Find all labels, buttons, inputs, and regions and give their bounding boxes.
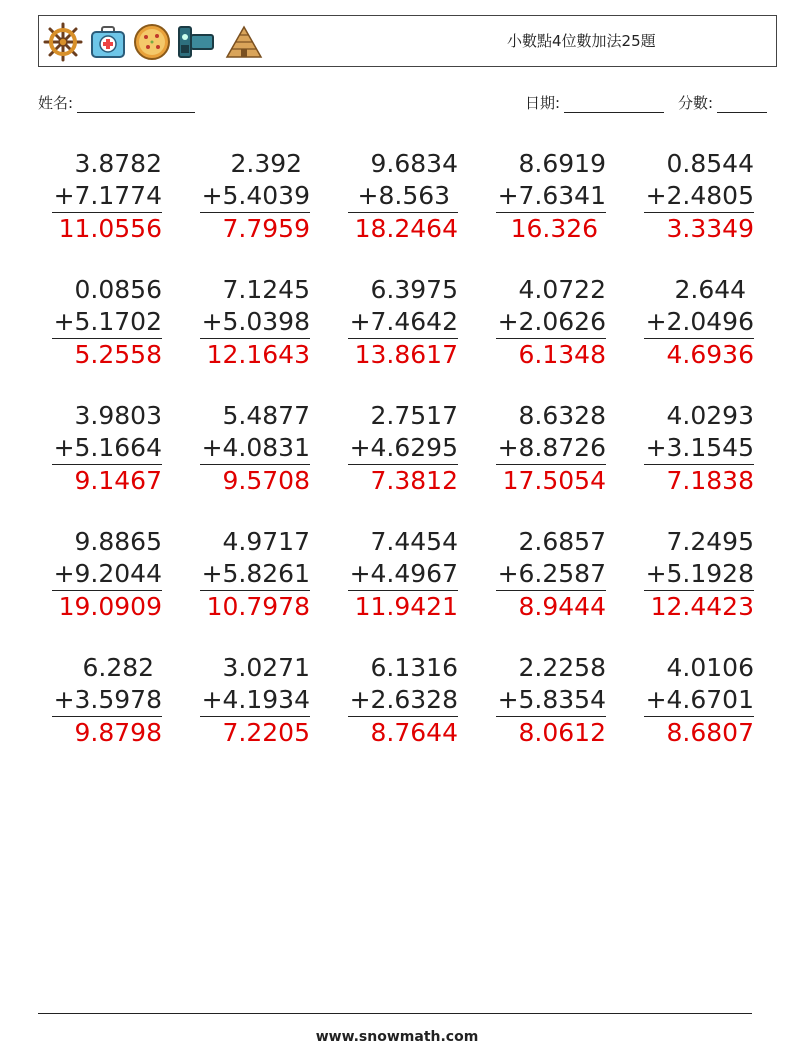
second-addend: +4.0831: [200, 432, 310, 465]
first-addend: 8.6919: [518, 149, 606, 178]
problem-2: [200, 148, 310, 245]
problem-4: [496, 148, 606, 245]
second-addend: +2.0626: [496, 306, 606, 339]
first-addend: 3.9803: [74, 401, 162, 430]
name-field[interactable]: [38, 92, 195, 113]
second-addend: +7.4642: [348, 306, 458, 339]
second-addend: +2.0496: [644, 306, 754, 339]
problem-1: [52, 148, 162, 245]
answer[interactable]: 16.326: [510, 214, 606, 243]
answer[interactable]: 5.2558: [74, 340, 162, 369]
second-addend: +4.6701: [644, 684, 754, 717]
footer-divider: [38, 1013, 752, 1014]
second-addend: +5.1928: [644, 558, 754, 591]
second-addend: +3.5978: [52, 684, 162, 717]
second-addend: +8.8726: [496, 432, 606, 465]
first-addend: 2.644: [674, 275, 754, 304]
first-addend: 4.0722: [518, 275, 606, 304]
answer[interactable]: 7.7959: [222, 214, 310, 243]
problem-14: [496, 400, 606, 497]
second-addend: +6.2587: [496, 558, 606, 591]
problem-18: [348, 526, 458, 623]
problem-13: [348, 400, 458, 497]
date-blank[interactable]: [564, 96, 664, 113]
problem-25: [644, 652, 754, 749]
problem-19: [496, 526, 606, 623]
problem-17: [200, 526, 310, 623]
answer[interactable]: 7.3812: [370, 466, 458, 495]
first-addend: 7.1245: [222, 275, 310, 304]
second-addend: +5.4039: [200, 180, 310, 213]
score-label: 分數:: [678, 94, 714, 112]
first-addend: 2.6857: [518, 527, 606, 556]
problem-5: [644, 148, 754, 245]
problem-16: [52, 526, 162, 623]
answer[interactable]: 10.7978: [206, 592, 310, 621]
problem-8: [348, 274, 458, 371]
problem-3: [348, 148, 458, 245]
first-addend: 2.392: [230, 149, 310, 178]
second-addend: +7.1774: [52, 180, 162, 213]
second-addend: +4.6295: [348, 432, 458, 465]
problem-9: [496, 274, 606, 371]
ship-wheel-icon: [43, 22, 83, 62]
answer[interactable]: 12.1643: [206, 340, 310, 369]
first-addend: 0.8544: [666, 149, 754, 178]
answer[interactable]: 4.6936: [666, 340, 754, 369]
answer[interactable]: 11.0556: [58, 214, 162, 243]
date-label: 日期:: [525, 94, 561, 112]
pyramid-icon: [223, 23, 265, 61]
answer[interactable]: 18.2464: [354, 214, 458, 243]
worksheet-header: [38, 15, 777, 67]
first-addend: 4.0293: [666, 401, 754, 430]
first-addend: 6.1316: [370, 653, 458, 682]
first-addend: 6.282: [82, 653, 162, 682]
first-addend: 6.3975: [370, 275, 458, 304]
problem-11: [52, 400, 162, 497]
pizza-icon: [133, 23, 171, 61]
second-addend: +8.563: [348, 180, 458, 213]
worksheet-title: 小數點4位數加法25題: [507, 32, 656, 50]
second-addend: +4.1934: [200, 684, 310, 717]
first-addend: 9.8865: [74, 527, 162, 556]
second-addend: +5.1664: [52, 432, 162, 465]
problem-24: [496, 652, 606, 749]
name-label: 姓名:: [38, 94, 74, 112]
answer[interactable]: 19.0909: [58, 592, 162, 621]
problem-20: [644, 526, 754, 623]
first-addend: 3.0271: [222, 653, 310, 682]
second-addend: +7.6341: [496, 180, 606, 213]
answer[interactable]: 3.3349: [666, 214, 754, 243]
score-field[interactable]: [678, 92, 767, 113]
second-addend: +2.6328: [348, 684, 458, 717]
second-addend: +4.4967: [348, 558, 458, 591]
answer[interactable]: 8.6807: [666, 718, 754, 747]
first-addend: 4.9717: [222, 527, 310, 556]
first-addend: 3.8782: [74, 149, 162, 178]
problem-12: [200, 400, 310, 497]
answer[interactable]: 9.8798: [74, 718, 162, 747]
problem-21: [52, 652, 162, 749]
second-addend: +2.4805: [644, 180, 754, 213]
answer[interactable]: 17.5054: [502, 466, 606, 495]
first-addend: 0.0856: [74, 275, 162, 304]
problem-6: [52, 274, 162, 371]
answer[interactable]: 12.4423: [650, 592, 754, 621]
first-addend: 7.2495: [666, 527, 754, 556]
problem-15: [644, 400, 754, 497]
header-icons: [43, 22, 265, 62]
answer[interactable]: 7.2205: [222, 718, 310, 747]
name-blank[interactable]: [77, 96, 195, 113]
second-addend: +5.1702: [52, 306, 162, 339]
first-addend: 2.2258: [518, 653, 606, 682]
first-addend: 5.4877: [222, 401, 310, 430]
answer[interactable]: 9.5708: [222, 466, 310, 495]
camcorder-icon: [177, 23, 217, 61]
answer[interactable]: 7.1838: [666, 466, 754, 495]
second-addend: +5.8354: [496, 684, 606, 717]
answer[interactable]: 6.1348: [518, 340, 606, 369]
answer[interactable]: 11.9421: [354, 592, 458, 621]
problem-22: [200, 652, 310, 749]
answer[interactable]: 8.9444: [518, 592, 606, 621]
problem-23: [348, 652, 458, 749]
answer[interactable]: 13.8617: [354, 340, 458, 369]
problem-10: [644, 274, 754, 371]
first-addend: 2.7517: [370, 401, 458, 430]
first-addend: 7.4454: [370, 527, 458, 556]
problem-7: [200, 274, 310, 371]
second-addend: +5.8261: [200, 558, 310, 591]
answer[interactable]: 9.1467: [74, 466, 162, 495]
score-blank[interactable]: [717, 96, 767, 113]
answer[interactable]: 8.0612: [518, 718, 606, 747]
first-addend: 9.6834: [370, 149, 458, 178]
second-addend: +5.0398: [200, 306, 310, 339]
first-aid-kit-icon: [89, 23, 127, 61]
footer-url[interactable]: www.snowmath.com: [315, 1029, 479, 1045]
second-addend: +3.1545: [644, 432, 754, 465]
first-addend: 8.6328: [518, 401, 606, 430]
second-addend: +9.2044: [52, 558, 162, 591]
first-addend: 4.0106: [666, 653, 754, 682]
answer[interactable]: 8.7644: [370, 718, 458, 747]
date-field[interactable]: [525, 92, 664, 113]
